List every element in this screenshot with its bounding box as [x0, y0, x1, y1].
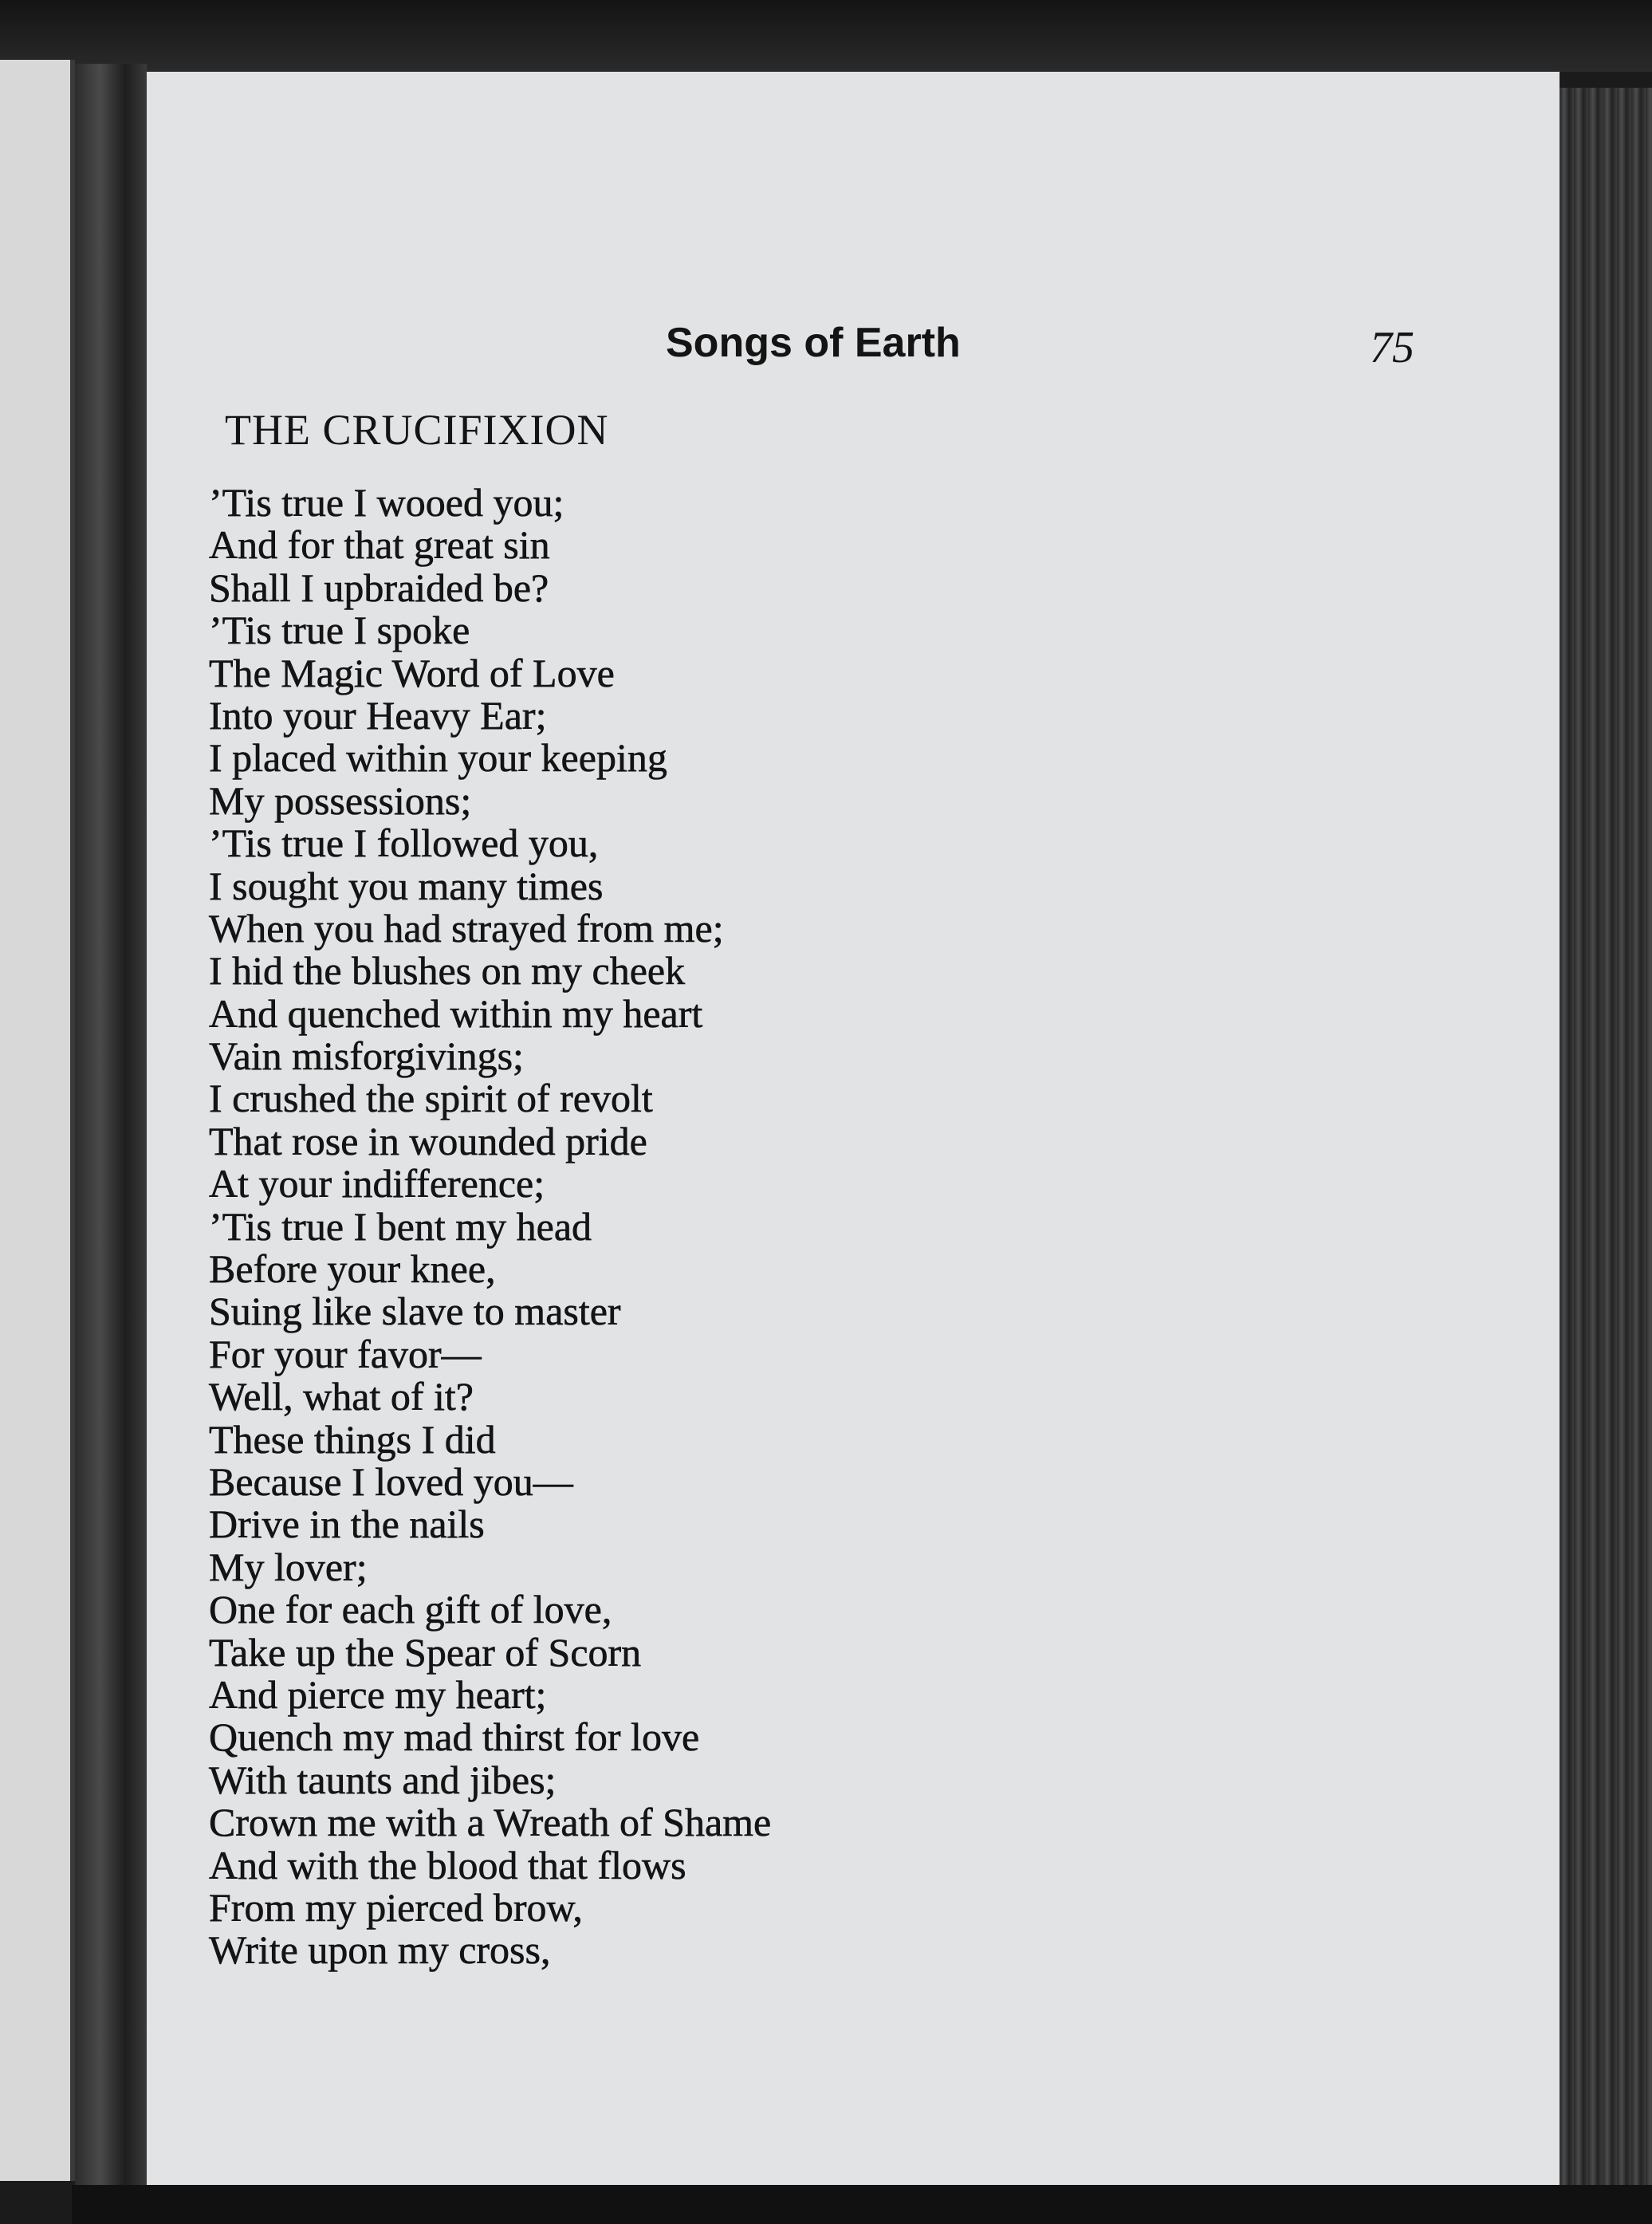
poem-body [209, 482, 771, 1972]
poem-line: Crown me with a Wreath of Shame [209, 1800, 772, 1845]
poem-line: For your favor— [209, 1331, 482, 1376]
previous-page-edge [0, 60, 75, 2181]
poem-line: And for that great sin [209, 522, 550, 568]
poem-line: Suing like slave to master [209, 1289, 621, 1334]
poem-line: I crushed the spirit of revolt [209, 1076, 653, 1121]
poem-line: And quenched within my heart [209, 990, 703, 1036]
poem-line: That rose in wounded pride [209, 1118, 647, 1163]
poem-line: At your indifference; [209, 1161, 545, 1206]
poem-line: I hid the blushes on my cheek [209, 948, 686, 994]
poem-line: Into your Heavy Ear; [209, 692, 547, 738]
poem-line: My possessions; [209, 777, 472, 823]
poem-line: When you had strayed from me; [209, 905, 724, 951]
poem-line: I placed within your keeping [209, 735, 667, 781]
poem-line: Drive in the nails [209, 1502, 485, 1547]
scanner-background [0, 0, 1652, 72]
poem-line: Quench my mad thirst for love [209, 1714, 700, 1760]
poem-line: Because I loved you— [209, 1458, 573, 1504]
poem-line: Take up the Spear of Scorn [209, 1629, 642, 1675]
poem-line: These things I did [209, 1416, 496, 1462]
poem-line: And pierce my heart; [209, 1671, 547, 1717]
book-gutter [75, 64, 147, 2193]
poem-line: ’Tis true I bent my head [209, 1203, 592, 1249]
page-stack-edge [1560, 88, 1652, 2224]
poem-line: Write upon my cross, [209, 1927, 551, 1973]
poem-title: THE CRUCIFIXION [225, 406, 609, 454]
poem-line: ’Tis true I followed you, [209, 821, 599, 866]
poem-line: ’Tis true I spoke [209, 608, 470, 653]
poem-line: And with the blood that flows [209, 1842, 686, 1887]
poem-line: ’Tis true I wooed you; [209, 480, 564, 525]
poem-line: The Magic Word of Love [209, 650, 615, 695]
poem-line: Vain misforgivings; [209, 1033, 524, 1079]
poem-line: One for each gift of love, [209, 1587, 612, 1632]
poem-line: Shall I upbraided be? [209, 565, 549, 610]
poem-line: Before your knee, [209, 1246, 496, 1292]
poem-line: Well, what of it? [209, 1374, 474, 1419]
page-number: 75 [1370, 323, 1414, 372]
poem-line: With taunts and jibes; [209, 1757, 557, 1802]
poem-line: I sought you many times [209, 863, 604, 908]
running-head: Songs of Earth [666, 320, 961, 366]
poem-line: From my pierced brow, [209, 1884, 583, 1930]
poem-line: My lover; [209, 1544, 368, 1589]
bottom-shadow [72, 2185, 1652, 2224]
